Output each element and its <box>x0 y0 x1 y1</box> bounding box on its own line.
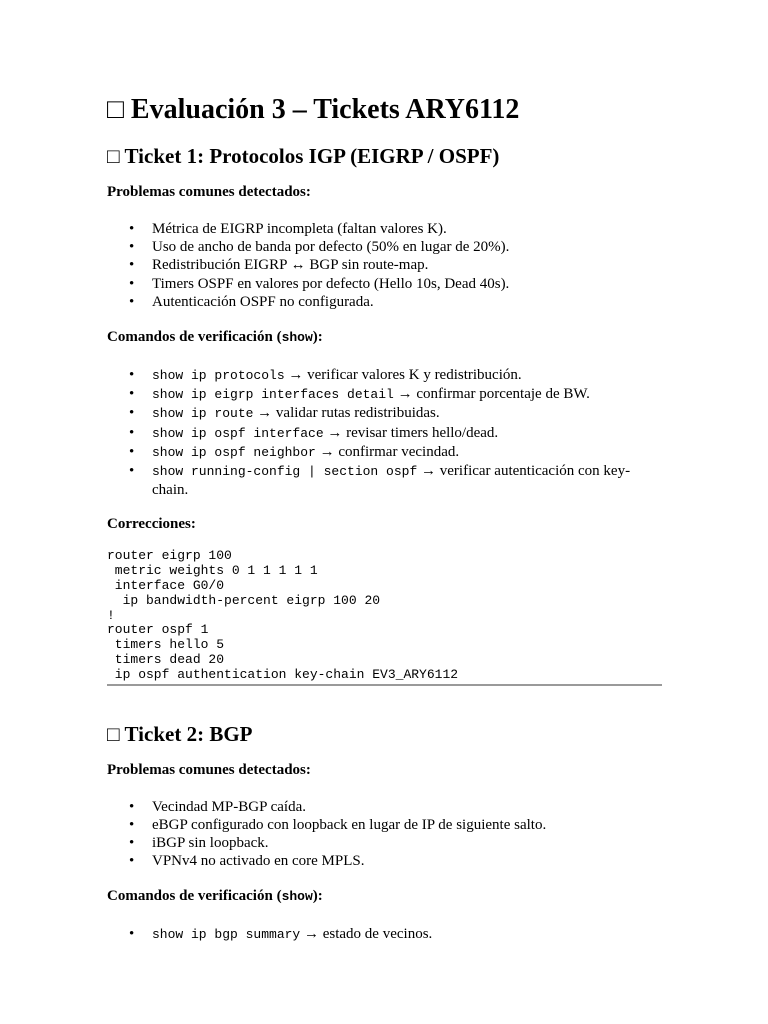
ticket1-heading: □ Ticket 1: Protocolos IGP (EIGRP / OSPF) <box>107 144 500 168</box>
command-code: show ip eigrp interfaces detail <box>152 387 394 403</box>
command-description: → revisar timers hello/dead. <box>323 424 499 441</box>
command-description: → verificar valores K y redistribución. <box>284 367 522 384</box>
command-description: → estado de vecinos. <box>300 926 433 943</box>
command-code: show ip route <box>152 406 254 422</box>
horizontal-rule <box>107 684 662 686</box>
command-description: → confirmar vecindad. <box>315 443 460 460</box>
list-item: • iBGP sin loopback. <box>152 834 662 852</box>
command-item <box>152 424 662 443</box>
command-code: show running-config | section ospf <box>152 464 418 480</box>
list-item: • Timers OSPF en valores por defecto (Hello 10s, Dead 40s). <box>152 275 662 293</box>
verify-heading-suffix: ): <box>312 329 323 346</box>
verify-heading-prefix: Comandos de verificación ( <box>107 888 282 905</box>
list-item: • Autenticación OSPF no configurada. <box>152 293 662 311</box>
command-code: show ip bgp summary <box>152 927 301 943</box>
list-item: • Redistribución EIGRP ↔ BGP sin route-map. <box>152 256 662 274</box>
list-item: • eBGP configurado con loopback en lugar de IP de siguiente salto. <box>152 816 662 834</box>
document-title: □ Evaluación 3 – Tickets ARY6112 <box>107 94 520 125</box>
ticket1-corrections-heading: Correcciones: <box>107 516 196 533</box>
command-item <box>152 385 662 404</box>
command-description: → validar rutas redistribuidas. <box>253 405 440 422</box>
ticket2-commands-list <box>107 925 662 944</box>
verify-heading-prefix: Comandos de verificación ( <box>107 329 282 346</box>
verify-heading-code: show <box>281 330 313 346</box>
command-item <box>152 366 662 385</box>
ticket2-problems-heading: Problemas comunes detectados: <box>107 761 311 778</box>
command-code: show ip ospf neighbor <box>152 444 316 460</box>
list-item: • VPNv4 no activado en core MPLS. <box>152 852 662 870</box>
ticket2-verify-heading <box>107 887 662 906</box>
verify-heading-suffix: ): <box>312 888 323 905</box>
list-item: • Métrica de EIGRP incompleta (faltan valores K). <box>152 220 662 238</box>
command-description: → verificar autenticación con key-chain. <box>152 463 631 499</box>
ticket2-problems-list <box>107 798 662 871</box>
verify-heading-code: show <box>281 889 313 905</box>
list-item: • Uso de ancho de banda por defecto (50% en lugar de 20%). <box>152 238 662 256</box>
ticket1-commands-list <box>107 366 662 499</box>
command-code: show ip protocols <box>152 368 285 384</box>
command-item <box>152 443 662 462</box>
config-code-block: router eigrp 100 metric weights 0 1 1 1 1 1 interface G0/0 ip bandwidth-percent eigrp 100 20 ! router ospf 1 timers hello 5 timers dead 20 ip ospf authentication key-chain EV3_ARY6112 <box>107 548 459 682</box>
command-description: → confirmar porcentaje de BW. <box>393 386 590 403</box>
ticket1-verify-heading <box>107 328 662 347</box>
command-code: show ip ospf interface <box>152 425 324 441</box>
command-item <box>152 925 662 944</box>
ticket2-heading: □ Ticket 2: BGP <box>107 721 253 746</box>
command-item <box>152 462 662 499</box>
command-item <box>152 404 662 423</box>
list-item: • Vecindad MP-BGP caída. <box>152 798 662 816</box>
ticket1-problems-list <box>107 220 662 311</box>
ticket1-problems-heading: Problemas comunes detectados: <box>107 184 311 200</box>
